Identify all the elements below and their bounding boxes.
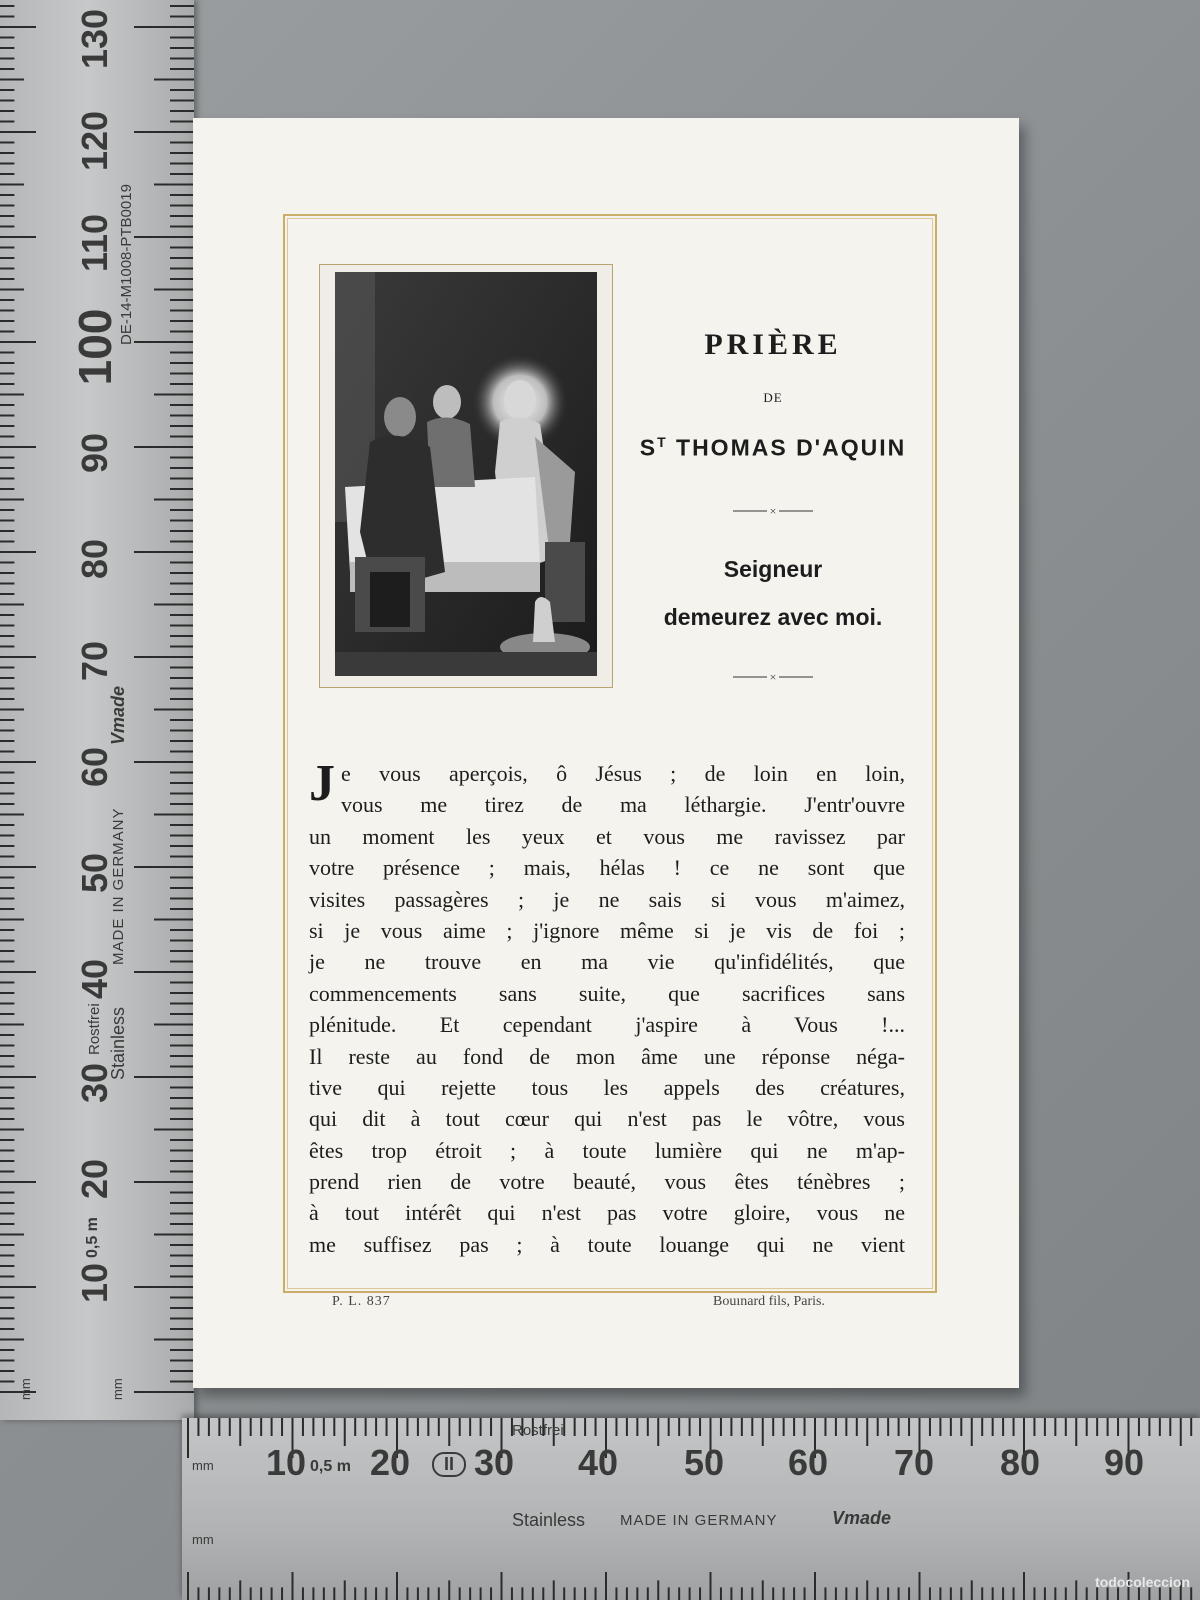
prayer-line: si je vous aime ; j'ignore même si je vis de foi ; <box>309 917 905 943</box>
prayer-line: vous me tirez de ma léthargie. J'entr'ouvre <box>341 792 905 818</box>
saint-name <box>613 434 933 462</box>
drop-cap: J <box>309 755 335 812</box>
ruler-v-number: 60 <box>74 746 115 788</box>
prayer-line: votre présence ; mais, hélas ! ce ne sont que <box>309 855 905 881</box>
supper-at-emmaus-engraving <box>335 272 597 676</box>
ruler-h-number: 10 <box>266 1442 307 1483</box>
prayer-line: à tout intérêt qui n'est pas votre gloire, vous ne <box>309 1200 905 1226</box>
ruler-v-number: 90 <box>74 432 115 474</box>
svg-text:×: × <box>769 504 777 518</box>
ruler-v-brand: Vmade <box>108 685 128 745</box>
ruler-h-number: 40 <box>578 1442 619 1483</box>
prayer-line: Il reste au fond de mon âme une réponse néga- <box>309 1043 905 1069</box>
ruler-h-stainless: Stainless <box>512 1510 586 1530</box>
ruler-h-class-badge: II <box>432 1452 466 1477</box>
prayer-line: êtes trop étroit ; à toute lumière qui ne m'ap- <box>309 1137 905 1163</box>
subtitle-line-2: demeurez avec moi. <box>663 604 883 630</box>
ruler-h-number: 50 <box>684 1442 725 1483</box>
ruler-v-made-in: MADE IN GERMANY <box>110 807 127 965</box>
prayer-line: prend rien de votre beauté, vous êtes ténèbres ; <box>309 1169 905 1195</box>
ruler-h-number: 30 <box>474 1442 515 1483</box>
svg-text:×: × <box>769 670 777 684</box>
card-title: PRIÈRE <box>704 328 842 361</box>
ruler-v-mm: mm <box>18 1378 33 1400</box>
prayer-line: qui dit à tout cœur qui n'est pas le vôtre, vous <box>309 1106 905 1132</box>
vertical-ruler <box>0 0 194 1420</box>
prayer-line: visites passagères ; je ne sais si vous m'aimez, <box>309 886 905 912</box>
ruler-h-rostfrei: Rostfrei <box>512 1422 564 1439</box>
ruler-v-number: 130 <box>74 8 115 70</box>
prayer-line: un moment les yeux et vous me ravissez par <box>309 823 905 849</box>
ruler-v-number: 110 <box>74 213 115 273</box>
ornament-divider <box>713 504 833 518</box>
ruler-h-number: 90 <box>1104 1442 1145 1483</box>
saint-name-text: THOMAS D'AQUIN <box>676 434 907 461</box>
card-title-de: DE <box>763 390 783 405</box>
ruler-h-half-mm: 0,5 m <box>310 1458 351 1475</box>
ruler-v-number: 10 <box>74 1262 115 1304</box>
ruler-h-mm: mm <box>192 1458 214 1473</box>
saint-prefix: S <box>639 434 658 461</box>
horizontal-ruler <box>182 1418 1200 1600</box>
ruler-v-code: DE-14-M1008-PTB0019 <box>118 184 135 345</box>
footer-publisher: Bouınard fils, Paris. <box>713 1294 825 1309</box>
ruler-h-number: 20 <box>370 1442 411 1483</box>
prayer-line: plénitude. Et cependant j'aspire à Vous !... <box>309 1012 905 1038</box>
ruler-v-number: 40 <box>74 958 115 1000</box>
ruler-v-number: 80 <box>74 538 115 580</box>
ruler-h-made-in: MADE IN GERMANY <box>620 1512 778 1529</box>
prayer-line: je ne trouve en ma vie qu'infidélités, que <box>309 949 905 975</box>
holy-card <box>193 118 1019 1388</box>
ruler-h-number: 60 <box>788 1442 829 1483</box>
ruler-v-number: 20 <box>74 1158 115 1200</box>
ruler-v-number: 70 <box>74 640 115 682</box>
ruler-v-number: 100 <box>69 308 121 386</box>
ruler-v-number: 50 <box>74 852 115 894</box>
footer-reference: P. L. 837 <box>332 1294 391 1309</box>
watermark: todocoleccion <box>1095 1574 1190 1590</box>
picture-mount <box>319 264 613 688</box>
saint-sup: T <box>657 434 668 450</box>
ruler-v-stainless: Stainless <box>108 1006 128 1080</box>
prayer-line: tive qui rejette tous les appels des créatures, <box>309 1074 905 1100</box>
prayer-line: me suffisez pas ; à toute louange qui ne vient <box>309 1231 905 1257</box>
ruler-v-rostfrei: Rostfrei <box>86 1003 103 1055</box>
subtitle-line-1: Seigneur <box>723 556 823 582</box>
ruler-h-mm: mm <box>192 1532 214 1547</box>
prayer-text <box>309 755 905 1260</box>
ruler-h-brand: Vmade <box>832 1508 892 1528</box>
ruler-h-number: 70 <box>894 1442 935 1483</box>
prayer-line: e vous aperçois, ô Jésus ; de loin en loin, <box>341 761 905 786</box>
prayer-line: commencements sans suite, que sacrifices sans <box>309 980 905 1006</box>
ruler-v-mm: mm <box>110 1378 125 1400</box>
ornament-divider <box>713 670 833 684</box>
ruler-v-half-mm: 0,5 m <box>84 1217 101 1258</box>
ruler-v-number: 120 <box>74 110 115 172</box>
ruler-v-number: 30 <box>74 1062 115 1104</box>
ruler-h-number: 80 <box>1000 1442 1041 1483</box>
